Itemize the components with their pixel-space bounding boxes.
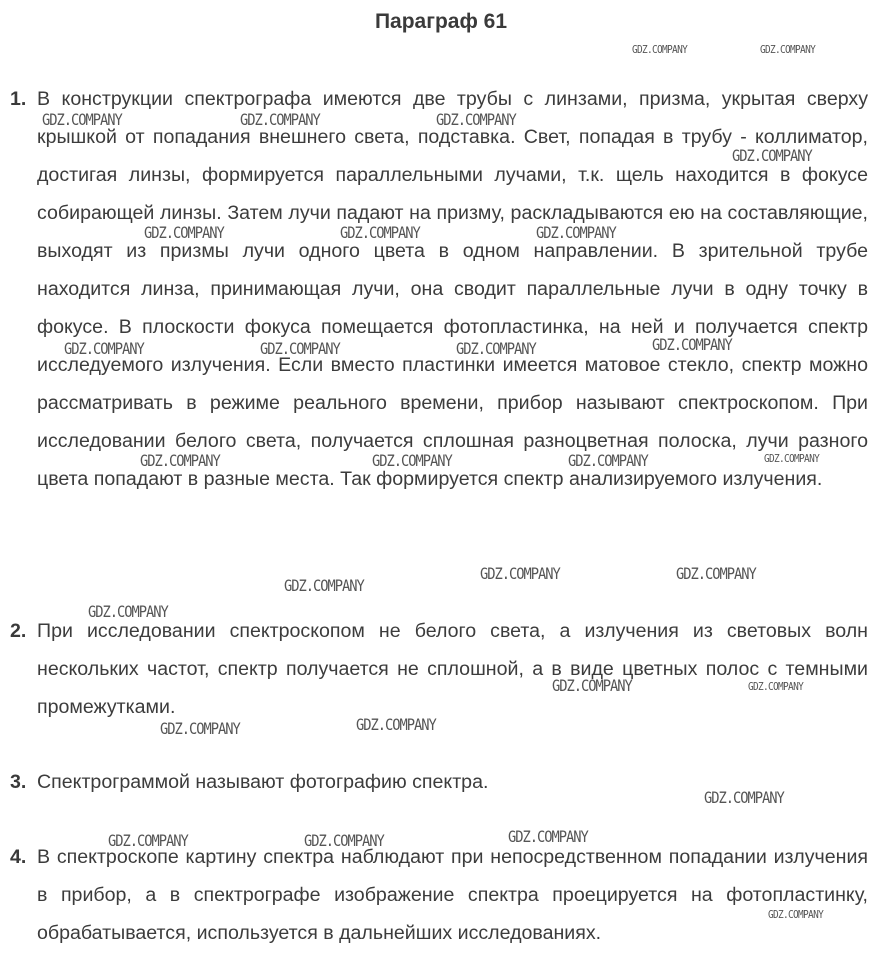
watermark: GDZ.COMPANY [568,451,648,470]
watermark: GDZ.COMPANY [284,576,364,595]
watermark: GDZ.COMPANY [732,146,812,165]
watermark: GDZ.COMPANY [632,43,688,56]
watermark: GDZ.COMPANY [704,788,784,807]
watermark: GDZ.COMPANY [42,110,122,129]
watermark: GDZ.COMPANY [764,452,820,465]
watermark: GDZ.COMPANY [140,451,220,470]
watermark: GDZ.COMPANY [508,827,588,846]
watermark: GDZ.COMPANY [260,339,340,358]
item-number: 3. [10,771,27,793]
watermark: GDZ.COMPANY [372,451,452,470]
watermark: GDZ.COMPANY [88,602,168,621]
watermark: GDZ.COMPANY [64,339,144,358]
watermark: GDZ.COMPANY [480,564,560,583]
watermark: GDZ.COMPANY [160,719,240,738]
watermark: GDZ.COMPANY [356,715,436,734]
watermark: GDZ.COMPANY [144,223,224,242]
item-text: В спектроскопе картину спектра наблюдают при непосредственном попадании излучения в прибор, а в спектрографе изображение спектра проецируется на фотопластинку, обрабатывается, используется в дальнейших исследованиях. [37,846,868,944]
list-item [10,80,868,498]
watermark: GDZ.COMPANY [304,831,384,850]
watermark: GDZ.COMPANY [748,680,804,693]
list-item [10,763,868,801]
item-number: 2. [10,620,27,642]
watermark: GDZ.COMPANY [536,223,616,242]
item-text: Спектрограммой называют фотографию спектра. [37,771,489,793]
list-item [10,612,868,726]
watermark: GDZ.COMPANY [552,676,632,695]
list-item [10,838,868,952]
watermark: GDZ.COMPANY [456,339,536,358]
watermark: GDZ.COMPANY [240,110,320,129]
item-number: 1. [10,88,27,110]
watermark: GDZ.COMPANY [676,564,756,583]
watermark: GDZ.COMPANY [340,223,420,242]
watermark: GDZ.COMPANY [768,908,824,921]
watermark: GDZ.COMPANY [436,110,516,129]
item-number: 4. [10,846,27,868]
watermark: GDZ.COMPANY [760,43,816,56]
item-text: В конструкции спектрографа имеются две трубы с линзами, призма, укрытая сверху крышкой от попадания внешнего света, подставка. Свет, попадая в трубу - коллиматор, достигая линзы, формируется параллельными лучами, т.к. щель находится в фокусе собирающей линзы. Затем лучи падают на призму, раскладываются ею на составляющие, выходят из призмы лучи одного цвета в одном направлении. В зрительной трубе находится линза, принимающая лучи, она сводит параллельные лучи в одну точку в фокусе. В плоскости фокуса помещается фотопластинка, на ней и получается спектр исследуемого излучения. Если вместо пластинки имеется матовое стекло, спектр можно рассматривать в режиме реального времени, прибор называют спектроскопом. При исследовании белого света, получается сплошная разноцветная полоска, лучи разного цвета попадают в разные места. Так формируется спектр анализируемого излучения. [37,88,868,490]
watermark: GDZ.COMPANY [652,335,732,354]
watermark: GDZ.COMPANY [108,831,188,850]
item-text: При исследовании спектроскопом не белого света, а излучения из световых волн нескольких частот, спектр получается не сплошной, а в виде цветных полос с темными промежутками. [37,620,868,718]
page-title: Параграф 61 [374,10,508,33]
